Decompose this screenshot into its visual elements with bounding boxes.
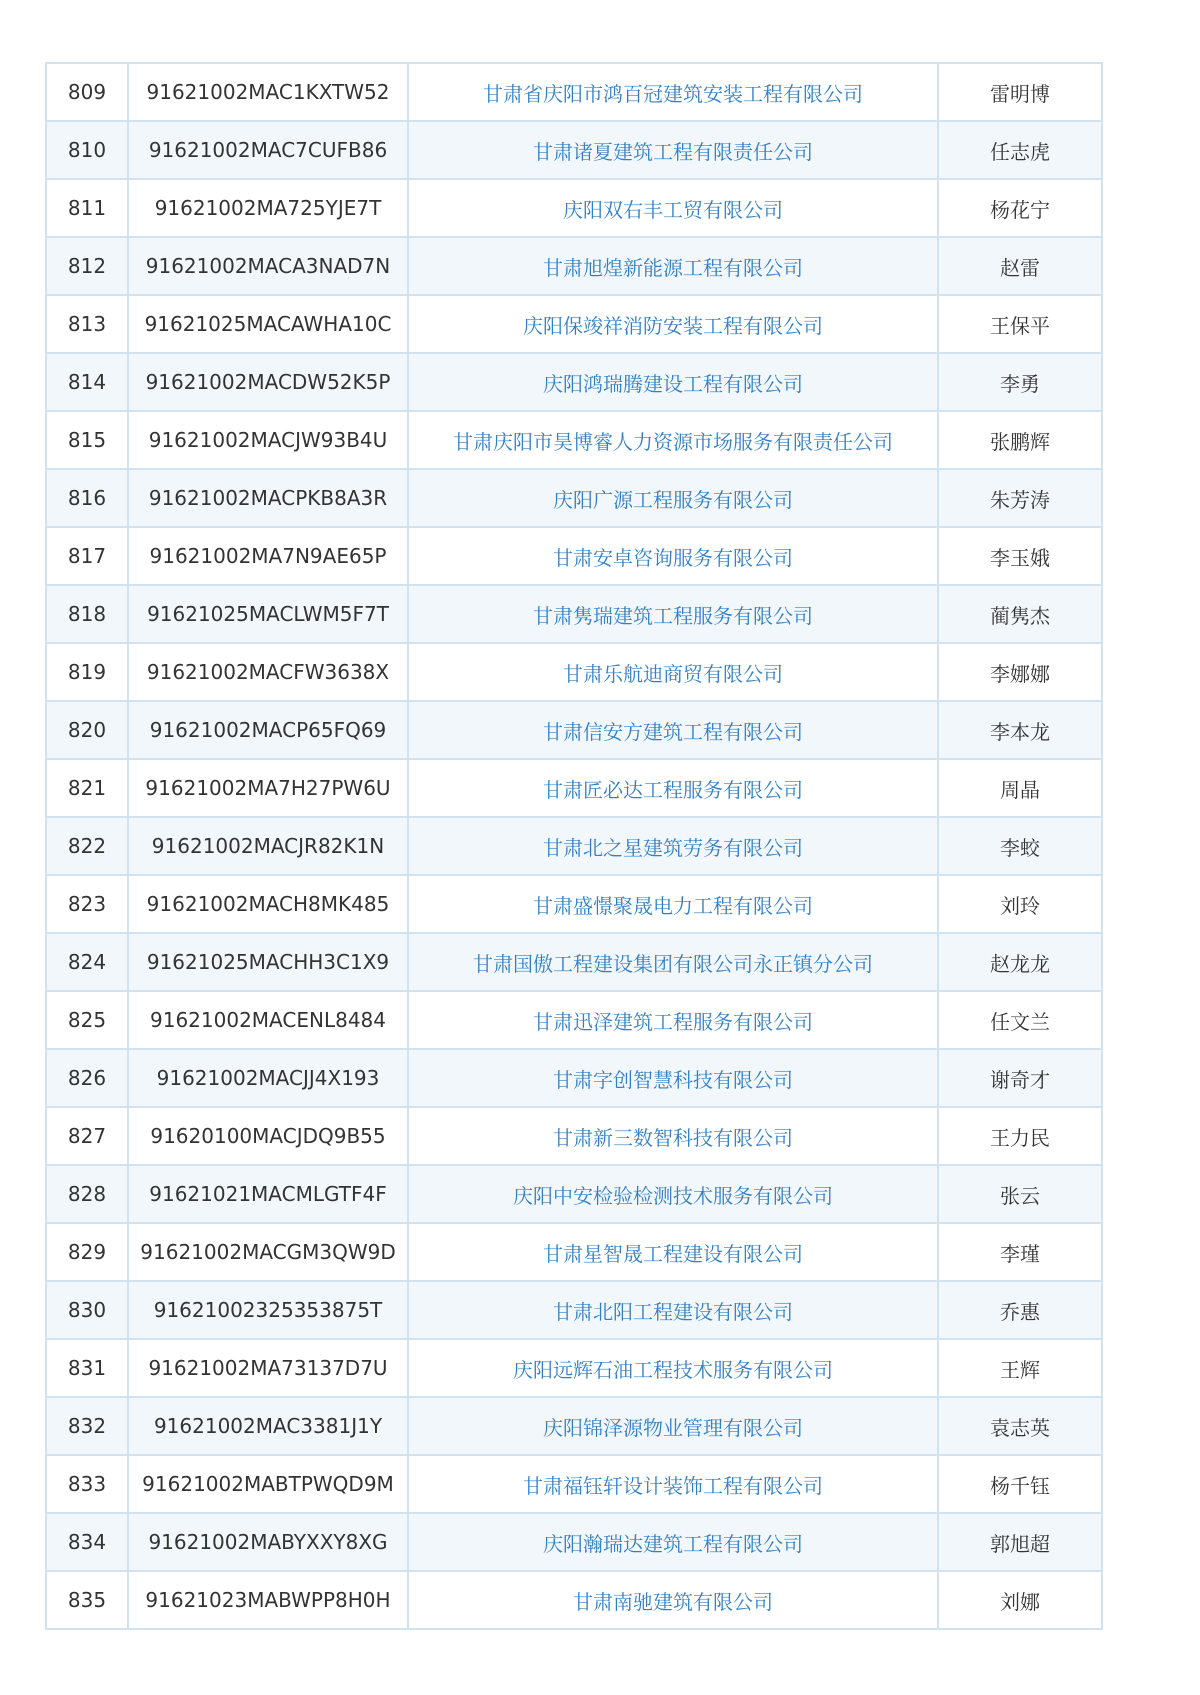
company-name-cell: 甘肃南驰建筑有限公司 [408, 1571, 938, 1629]
credit-code-cell: 91621025MACAWHA10C [128, 295, 408, 353]
legal-representative-cell: 王力民 [938, 1107, 1102, 1165]
credit-code-cell: 91621002MA73137D7U [128, 1339, 408, 1397]
legal-representative-cell: 李勇 [938, 353, 1102, 411]
row-number-cell: 833 [46, 1455, 128, 1513]
legal-representative-cell: 李本龙 [938, 701, 1102, 759]
credit-code-cell: 91621021MACMLGTF4F [128, 1165, 408, 1223]
company-name-cell: 庆阳鸿瑞腾建设工程有限公司 [408, 353, 938, 411]
row-number-cell: 817 [46, 527, 128, 585]
company-name-cell: 甘肃迅泽建筑工程服务有限公司 [408, 991, 938, 1049]
credit-code-cell: 91621002MA7N9AE65P [128, 527, 408, 585]
credit-code-cell: 91621002MACJR82K1N [128, 817, 408, 875]
company-name-cell: 庆阳双右丰工贸有限公司 [408, 179, 938, 237]
company-name-cell: 庆阳中安检验检测技术服务有限公司 [408, 1165, 938, 1223]
row-number-cell: 835 [46, 1571, 128, 1629]
legal-representative-cell: 任志虎 [938, 121, 1102, 179]
table-row [46, 1281, 1102, 1339]
legal-representative-cell: 王保平 [938, 295, 1102, 353]
credit-code-cell: 91621002MABYXXY8XG [128, 1513, 408, 1571]
legal-representative-cell: 李蛟 [938, 817, 1102, 875]
company-name-cell: 甘肃省庆阳市鸿百冠建筑安装工程有限公司 [408, 63, 938, 121]
table-row [46, 701, 1102, 759]
table-row [46, 353, 1102, 411]
credit-code-cell: 91621002325353875T [128, 1281, 408, 1339]
table-row [46, 759, 1102, 817]
legal-representative-cell: 李玉娥 [938, 527, 1102, 585]
table-row [46, 1455, 1102, 1513]
legal-representative-cell: 任文兰 [938, 991, 1102, 1049]
credit-code-cell: 91621002MA725YJE7T [128, 179, 408, 237]
registry-table [45, 62, 1103, 1630]
row-number-cell: 827 [46, 1107, 128, 1165]
credit-code-cell: 91621002MACFW3638X [128, 643, 408, 701]
table-row [46, 1339, 1102, 1397]
row-number-cell: 828 [46, 1165, 128, 1223]
company-name-cell: 庆阳远辉石油工程技术服务有限公司 [408, 1339, 938, 1397]
table-row [46, 1513, 1102, 1571]
credit-code-cell: 91621025MACLWM5F7T [128, 585, 408, 643]
table-row [46, 469, 1102, 527]
registry-table-body [46, 63, 1102, 1629]
row-number-cell: 818 [46, 585, 128, 643]
legal-representative-cell: 蔺隽杰 [938, 585, 1102, 643]
company-name-cell: 甘肃盛憬聚晟电力工程有限公司 [408, 875, 938, 933]
row-number-cell: 812 [46, 237, 128, 295]
credit-code-cell: 91621025MACHH3C1X9 [128, 933, 408, 991]
table-row [46, 1223, 1102, 1281]
row-number-cell: 829 [46, 1223, 128, 1281]
credit-code-cell: 91621002MACDW52K5P [128, 353, 408, 411]
company-name-cell: 甘肃诸夏建筑工程有限责任公司 [408, 121, 938, 179]
company-name-cell: 庆阳锦泽源物业管理有限公司 [408, 1397, 938, 1455]
legal-representative-cell: 刘娜 [938, 1571, 1102, 1629]
credit-code-cell: 91621002MA7H27PW6U [128, 759, 408, 817]
credit-code-cell: 91621002MACJJ4X193 [128, 1049, 408, 1107]
company-name-cell: 甘肃新三数智科技有限公司 [408, 1107, 938, 1165]
row-number-cell: 822 [46, 817, 128, 875]
table-row [46, 411, 1102, 469]
credit-code-cell: 91621002MAC1KXTW52 [128, 63, 408, 121]
company-name-cell: 甘肃旭煌新能源工程有限公司 [408, 237, 938, 295]
table-row [46, 121, 1102, 179]
legal-representative-cell: 雷明博 [938, 63, 1102, 121]
legal-representative-cell: 李娜娜 [938, 643, 1102, 701]
row-number-cell: 815 [46, 411, 128, 469]
credit-code-cell: 91621023MABWPP8H0H [128, 1571, 408, 1629]
table-row [46, 295, 1102, 353]
legal-representative-cell: 乔惠 [938, 1281, 1102, 1339]
legal-representative-cell: 郭旭超 [938, 1513, 1102, 1571]
table-row [46, 1571, 1102, 1629]
row-number-cell: 820 [46, 701, 128, 759]
table-row [46, 63, 1102, 121]
credit-code-cell: 91621002MACH8MK485 [128, 875, 408, 933]
table-row [46, 643, 1102, 701]
row-number-cell: 823 [46, 875, 128, 933]
company-name-cell: 甘肃字创智慧科技有限公司 [408, 1049, 938, 1107]
row-number-cell: 809 [46, 63, 128, 121]
legal-representative-cell: 杨花宁 [938, 179, 1102, 237]
credit-code-cell: 91621002MABTPWQD9M [128, 1455, 408, 1513]
legal-representative-cell: 张鹏辉 [938, 411, 1102, 469]
legal-representative-cell: 朱芳涛 [938, 469, 1102, 527]
credit-code-cell: 91621002MAC7CUFB86 [128, 121, 408, 179]
company-name-cell: 甘肃匠必达工程服务有限公司 [408, 759, 938, 817]
company-name-cell: 甘肃安卓咨询服务有限公司 [408, 527, 938, 585]
legal-representative-cell: 赵雷 [938, 237, 1102, 295]
company-name-cell: 甘肃信安方建筑工程有限公司 [408, 701, 938, 759]
table-row [46, 179, 1102, 237]
legal-representative-cell: 谢奇才 [938, 1049, 1102, 1107]
legal-representative-cell: 王辉 [938, 1339, 1102, 1397]
table-row [46, 1049, 1102, 1107]
company-name-cell: 甘肃北之星建筑劳务有限公司 [408, 817, 938, 875]
company-name-cell: 甘肃北阳工程建设有限公司 [408, 1281, 938, 1339]
table-row [46, 237, 1102, 295]
company-name-cell: 甘肃国傲工程建设集团有限公司永正镇分公司 [408, 933, 938, 991]
company-name-cell: 庆阳广源工程服务有限公司 [408, 469, 938, 527]
table-row [46, 1397, 1102, 1455]
row-number-cell: 810 [46, 121, 128, 179]
legal-representative-cell: 赵龙龙 [938, 933, 1102, 991]
credit-code-cell: 91621002MACA3NAD7N [128, 237, 408, 295]
row-number-cell: 821 [46, 759, 128, 817]
credit-code-cell: 91621002MACPKB8A3R [128, 469, 408, 527]
company-name-cell: 庆阳保竣祥消防安装工程有限公司 [408, 295, 938, 353]
credit-code-cell: 91621002MACGM3QW9D [128, 1223, 408, 1281]
table-row [46, 527, 1102, 585]
table-row [46, 1165, 1102, 1223]
table-row [46, 991, 1102, 1049]
credit-code-cell: 91621002MAC3381J1Y [128, 1397, 408, 1455]
row-number-cell: 811 [46, 179, 128, 237]
credit-code-cell: 91621002MACP65FQ69 [128, 701, 408, 759]
company-name-cell: 庆阳瀚瑞达建筑工程有限公司 [408, 1513, 938, 1571]
row-number-cell: 816 [46, 469, 128, 527]
row-number-cell: 830 [46, 1281, 128, 1339]
table-row [46, 817, 1102, 875]
legal-representative-cell: 袁志英 [938, 1397, 1102, 1455]
row-number-cell: 825 [46, 991, 128, 1049]
legal-representative-cell: 刘玲 [938, 875, 1102, 933]
row-number-cell: 824 [46, 933, 128, 991]
legal-representative-cell: 周晶 [938, 759, 1102, 817]
table-row [46, 1107, 1102, 1165]
company-name-cell: 甘肃福钰轩设计装饰工程有限公司 [408, 1455, 938, 1513]
row-number-cell: 814 [46, 353, 128, 411]
row-number-cell: 819 [46, 643, 128, 701]
table-row [46, 933, 1102, 991]
legal-representative-cell: 杨千钰 [938, 1455, 1102, 1513]
row-number-cell: 831 [46, 1339, 128, 1397]
row-number-cell: 832 [46, 1397, 128, 1455]
credit-code-cell: 91621002MACENL8484 [128, 991, 408, 1049]
company-name-cell: 甘肃隽瑞建筑工程服务有限公司 [408, 585, 938, 643]
table-row [46, 875, 1102, 933]
row-number-cell: 834 [46, 1513, 128, 1571]
table-row [46, 585, 1102, 643]
legal-representative-cell: 李瑾 [938, 1223, 1102, 1281]
credit-code-cell: 91621002MACJW93B4U [128, 411, 408, 469]
company-name-cell: 甘肃乐航迪商贸有限公司 [408, 643, 938, 701]
credit-code-cell: 91620100MACJDQ9B55 [128, 1107, 408, 1165]
row-number-cell: 826 [46, 1049, 128, 1107]
legal-representative-cell: 张云 [938, 1165, 1102, 1223]
company-name-cell: 甘肃庆阳市昊博睿人力资源市场服务有限责任公司 [408, 411, 938, 469]
company-name-cell: 甘肃星智晟工程建设有限公司 [408, 1223, 938, 1281]
row-number-cell: 813 [46, 295, 128, 353]
